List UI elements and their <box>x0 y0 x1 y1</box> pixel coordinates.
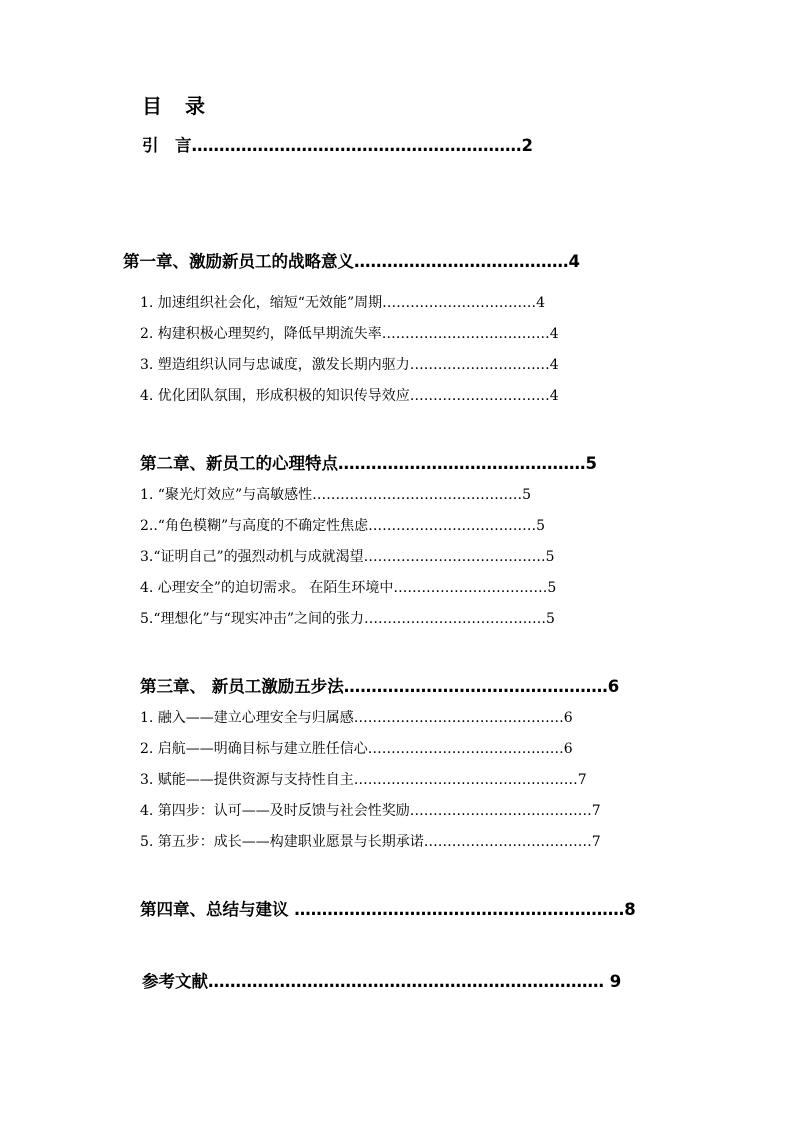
toc-entry-2-5[interactable]: 5.“理想化”与“现实冲击”之间的张力…………………………………5 <box>140 611 555 627</box>
toc-entry-chapter-4[interactable]: 第四章、总结与建议 ……………………………………………………8 <box>140 900 636 919</box>
toc-entry-3-1[interactable]: 1. 融入——建立心理安全与归属感………………………………………6 <box>140 710 573 726</box>
toc-entry-3-5[interactable]: 5. 第五步：成长——构建职业愿景与长期承诺………………………………7 <box>140 834 601 850</box>
toc-entry-2-3[interactable]: 3.“证明自己”的强烈动机与成就渴望…………………………………5 <box>140 549 555 565</box>
toc-entry-1-4[interactable]: 4. 优化团队氛围，形成积极的知识传导效应…………………………4 <box>140 388 559 404</box>
toc-entry-3-4[interactable]: 4. 第四步：认可——及时反馈与社会性奖励…………………………………7 <box>140 803 601 819</box>
toc-entry-chapter-3[interactable]: 第三章、 新员工激励五步法…………………………………………6 <box>140 677 620 696</box>
toc-title: 目 录 <box>142 94 213 118</box>
toc-entry-chapter-1[interactable]: 第一章、激励新员工的战略意义…………………………………4 <box>123 252 580 271</box>
toc-entry-chapter-2[interactable]: 第二章、新员工的心理特点………………………………………5 <box>140 454 597 473</box>
toc-entry-2-4[interactable]: 4. 心理安全”的迫切需求。 在陌生环境中……………………………5 <box>140 580 557 596</box>
toc-entry-1-2[interactable]: 2. 构建积极心理契约，降低早期流失率………………………………4 <box>140 326 559 342</box>
toc-entry-2-1[interactable]: 1. “聚光灯效应”与高敏感性………………………………………5 <box>140 487 532 503</box>
toc-entry-intro[interactable]: 引 言……………………………………………………2 <box>142 136 533 155</box>
toc-entry-3-2[interactable]: 2. 启航——明确目标与建立胜任信心……………………………………6 <box>140 741 573 757</box>
toc-entry-3-3[interactable]: 3. 赋能——提供资源与支持性自主…………………………………………7 <box>140 772 587 788</box>
toc-entry-1-1[interactable]: 1. 加速组织社会化，缩短“无效能”周期……………………………4 <box>140 295 546 311</box>
toc-entry-references[interactable]: 参考文献……………………………………………………………… 9 <box>142 972 622 991</box>
toc-entry-1-3[interactable]: 3. 塑造组织认同与忠诚度，激发长期内驱力…………………………4 <box>140 357 559 373</box>
toc-entry-2-2[interactable]: 2..“角色模糊”与高度的不确定性焦虑………………………………5 <box>140 518 546 534</box>
